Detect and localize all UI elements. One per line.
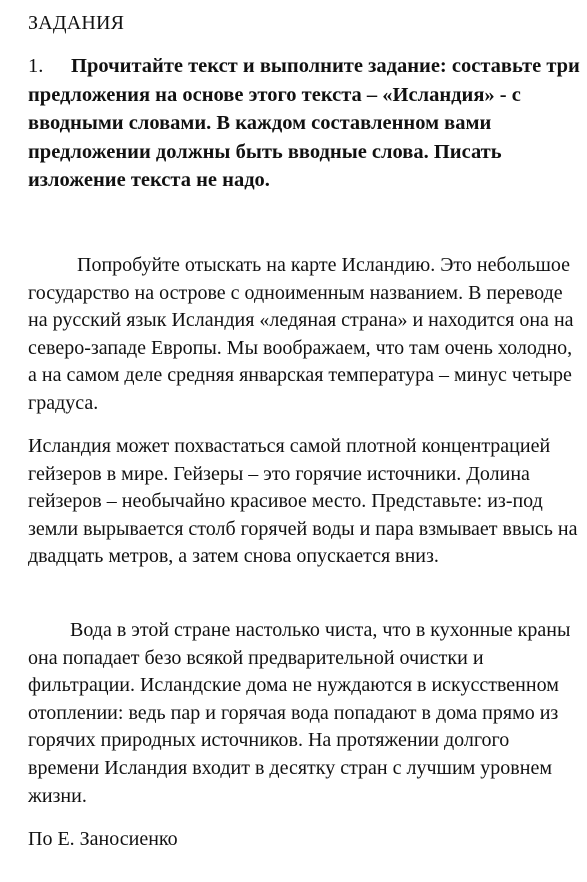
paragraph-3: Вода в этой стране настолько чиста, что в кухонные краны она попадает безо всякой предварительной очистки и фильтрации. Исландские дома не нуждаются в искусственном отоплении: ведь пар и горячая вода попадают в дома прямо из горячих природных источников. На протяжении долгого времени Исландия входит в десятку стран с лучшим уровнем жизни. bbox=[28, 619, 571, 807]
document-heading: ЗАДАНИЯ bbox=[28, 12, 125, 34]
paragraph-1: Попробуйте отыскать на карте Исландию. Это небольшое государство на острове с одноименным названием. В переводе на русский язык Исландия «ледяная страна» и находится она на северо-западе Европы. Мы воображаем, что там очень холодно, а на самом деле средняя январская температура – минус четыре градуса. bbox=[28, 254, 574, 414]
task-text: Прочитайте текст и выполните задание: составьте три предложения на основе этого текста – «Исландия» - с вводными словами. В каждом составленном вами предложении должны быть вводные слова. Писать изложение текста не надо. bbox=[28, 55, 580, 191]
task-instruction bbox=[28, 52, 580, 195]
paragraph-2: Исландия может похвастаться самой плотной концентрацией гейзеров в мире. Гейзеры – это горячие источники. Долина гейзеров – необычайно красивое место. Представьте: из-под земли вырывается столб горячей воды и пара взмывает ввысь на двадцать метров, а затем снова опускается вниз. bbox=[28, 435, 578, 568]
task-number: 1. bbox=[28, 55, 44, 77]
author-attribution: По Е. Заносиенко bbox=[28, 828, 178, 850]
